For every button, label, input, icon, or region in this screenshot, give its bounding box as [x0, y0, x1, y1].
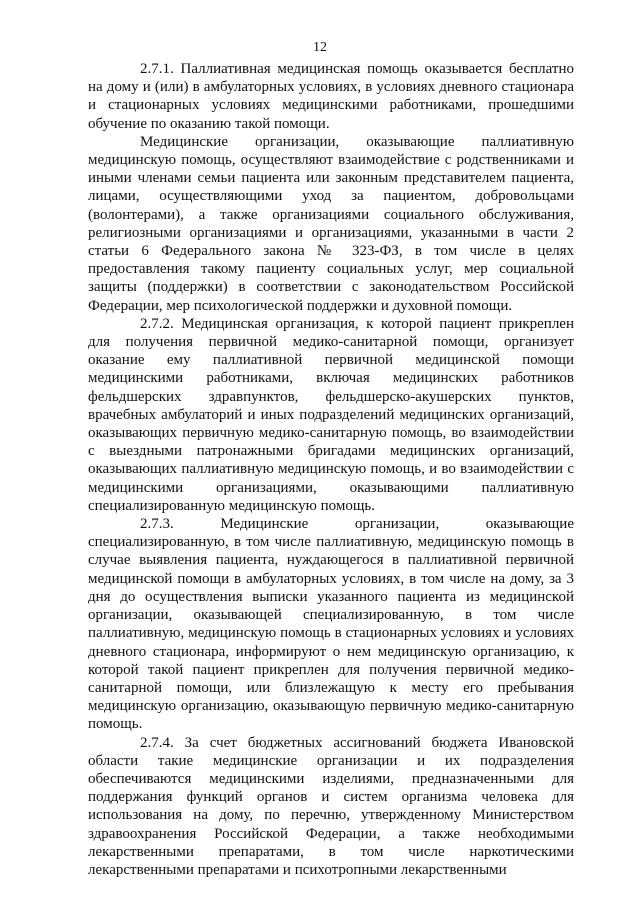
paragraph-2-7-1: 2.7.1. Паллиативная медицинская помощь оказывается бесплатно на дому и (или) в амбулаторных условиях, в условиях дневного стационара и стационарных условиях медицинскими работниками, прошедшими обучение по оказанию такой помощи.	[88, 61, 574, 132]
paragraph-2-7-2: 2.7.2. Медицинская организация, к которой пациент прикреплен для получения первичной медико-санитарной помощи, организует оказание ему паллиативной первичной медицинской помощи медицинскими работниками, включая медицинских работников фельдшерских здравпунктов, фельдшерско-акушерских пунктов, врачебных амбулаторий и иных подразделений медицинских организаций, оказывающих первичную медико-санитарную помощь, во взаимодействии с выездными патронажными бригадами медицинских организаций, оказывающих паллиативную медицинскую помощь, и во взаимодействии с медицинскими организациями, оказывающими паллиативную специализированную медицинскую помощь.	[88, 315, 574, 514]
paragraph-2-7-4: 2.7.4. За счет бюджетных ассигнований бюджета Ивановской области такие медицинские организации и их подразделения обеспечиваются медицинскими изделиями, предназначенными для поддержания функций органов и систем организма человека для использования на дому, по перечню, утвержденному Министерством здравоохранения Российской Федерации, а также необходимыми лекарственными препаратами, в том числе наркотическими лекарственными препаратами и психотропными лекарственными	[88, 734, 574, 878]
page-number: 12	[313, 40, 327, 55]
paragraph-2-7-3: 2.7.3. Медицинские организации, оказывающие специализированную, в том числе паллиативную, медицинскую помощь в случае выявления пациента, нуждающегося в паллиативной первичной медицинской помощи в амбулаторных условиях, в том числе на дому, за 3 дня до осуществления выписки указанного пациента из медицинской организации, оказывающей специализированную, в том числе паллиативную, медицинскую помощь в стационарных условиях и условиях дневного стационара, информируют о нем медицинскую организацию, к которой такой пациент прикреплен для получения первичной медико-санитарной помощи, или близлежащую к месту его пребывания медицинскую организацию, оказывающую первичную медико-санитарную помощь.	[88, 516, 574, 733]
document-body	[88, 60, 574, 879]
paragraph-cooperation: Медицинские организации, оказывающие паллиативную медицинскую помощь, осуществляют взаимодействие с родственниками и иными членами семьи пациента или законным представителем пациента, лицами, осуществляющими уход за пациентом, добровольцами (волонтерами), а также организациями социального обслуживания, религиозными организациями и организациями, указанными в части 2 статьи 6 Федерального закона № 323-ФЗ, в том числе в целях предоставления такому пациенту социальных услуг, мер социальной защиты (поддержки) в соответствии с законодательством Российской Федерации, мер психологической поддержки и духовной помощи.	[88, 133, 574, 314]
